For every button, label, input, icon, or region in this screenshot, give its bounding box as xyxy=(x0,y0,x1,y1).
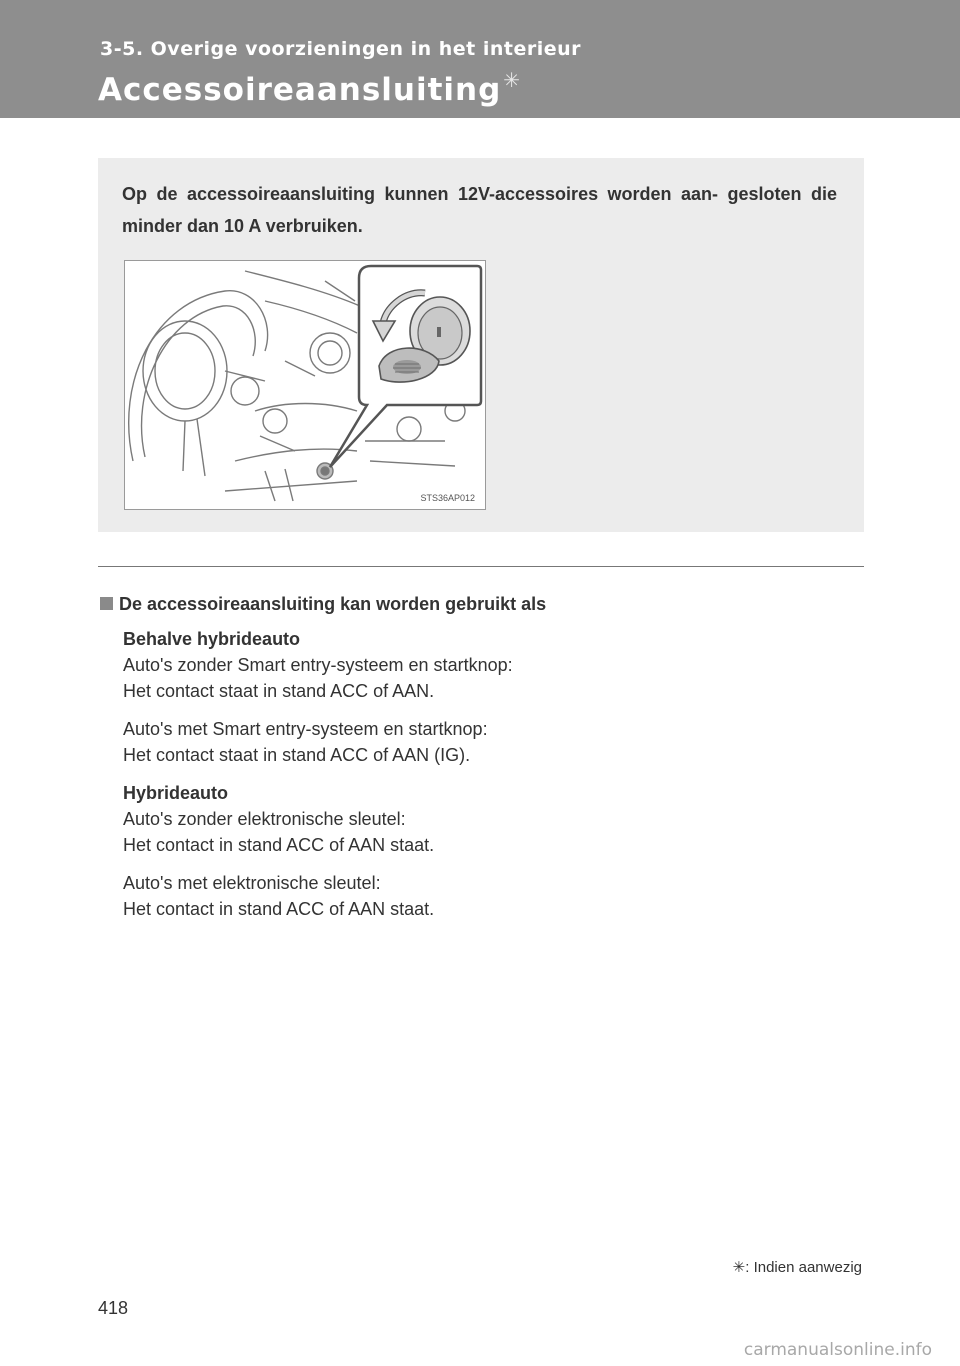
subheading xyxy=(100,594,860,620)
footnote-text: : Indien aanwezig xyxy=(745,1259,862,1276)
intro-text: Op de accessoireaansluiting kunnen 12V-accessoires worden aan- gesloten die minder dan 10 A verbruiken. xyxy=(122,184,837,236)
page-title xyxy=(98,68,522,108)
state-text: Het contact in stand ACC of AAN staat. xyxy=(123,835,435,855)
page-number: 418 xyxy=(98,1298,129,1318)
figure-code: STS36AP012 xyxy=(420,493,475,503)
content xyxy=(100,594,860,922)
group-behalve-hybrideauto xyxy=(100,626,860,768)
condition-text: Auto's met elektronische sleutel: xyxy=(123,873,381,893)
watermark: carmanualsonline.info xyxy=(743,1340,932,1360)
group-hybrideauto xyxy=(100,780,860,922)
state-text: Het contact staat in stand ACC of AAN. xyxy=(123,681,435,701)
page-header xyxy=(0,0,960,118)
accessory-socket-illustration xyxy=(124,260,486,510)
asterisk-icon: ✳ xyxy=(732,1259,746,1276)
state-text: Het contact in stand ACC of AAN staat. xyxy=(123,899,435,919)
group-label: Hybrideauto xyxy=(123,783,229,803)
divider xyxy=(98,566,864,567)
group-label: Behalve hybrideauto xyxy=(123,629,301,649)
dashboard-drawing xyxy=(125,261,485,509)
condition-text: Auto's met Smart entry-systeem en startknop: xyxy=(123,719,488,739)
condition-text: Auto's zonder elektronische sleutel: xyxy=(123,809,406,829)
asterisk-icon: ✳ xyxy=(503,68,522,92)
condition-text: Auto's zonder Smart entry-systeem en startknop: xyxy=(123,655,513,675)
subheading-text: De accessoireaansluiting kan worden gebruikt als xyxy=(119,594,547,614)
state-text: Het contact staat in stand ACC of AAN (IG). xyxy=(123,745,471,765)
page-title-text: Accessoireaansluiting xyxy=(98,72,502,108)
footnote xyxy=(733,1258,862,1276)
intro-box xyxy=(98,158,864,532)
section-title: 3-5. Overige voorzieningen in het interieur xyxy=(100,38,582,60)
square-bullet-icon xyxy=(100,597,113,610)
